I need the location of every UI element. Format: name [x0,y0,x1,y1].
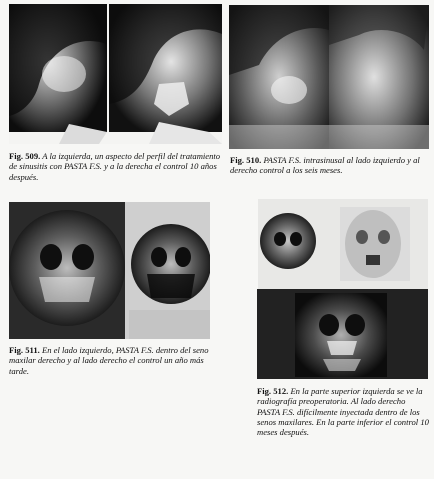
fig-510-caption [230,155,428,176]
fig-509-text: A la izquierda, un aspecto del perfil del tratamiento de sinusitis con PASTA F.S. y a la derecha el control 10 años después. [9,151,221,182]
fig-511-caption [9,345,212,376]
fig-511-text: En el lado izquierdo, PASTA F.S. dentro del seno maxilar derecho y al lado derecho el control un año más tarde. [9,345,209,376]
fig-509-xray-image [9,4,222,144]
fig-512-text: En la parte superior izquierda se ve la radiografía preoperatoria. Al lado derecho PASTA F.S. difícilmente inyectada dentro de los senos maxilares. En la parte inferior el control 10 meses después. [257,386,429,438]
fig-509-label: Fig. 509. [9,151,41,161]
fig-512-upper-xray-image [258,199,428,289]
fig-512-lower-xray-image [257,289,428,379]
fig-509-caption [9,151,223,182]
fig-511-label: Fig. 511. [9,345,40,355]
fig-512-caption [257,386,429,437]
fig-512-label: Fig. 512. [257,386,289,396]
fig-510-xray-image [229,5,429,149]
fig-511-xray-image [9,202,210,339]
fig-510-label: Fig. 510. [230,155,262,165]
fig-510-text: PASTA F.S. intrasinusal al lado izquierdo y al derecho control a los seis meses. [230,155,420,176]
